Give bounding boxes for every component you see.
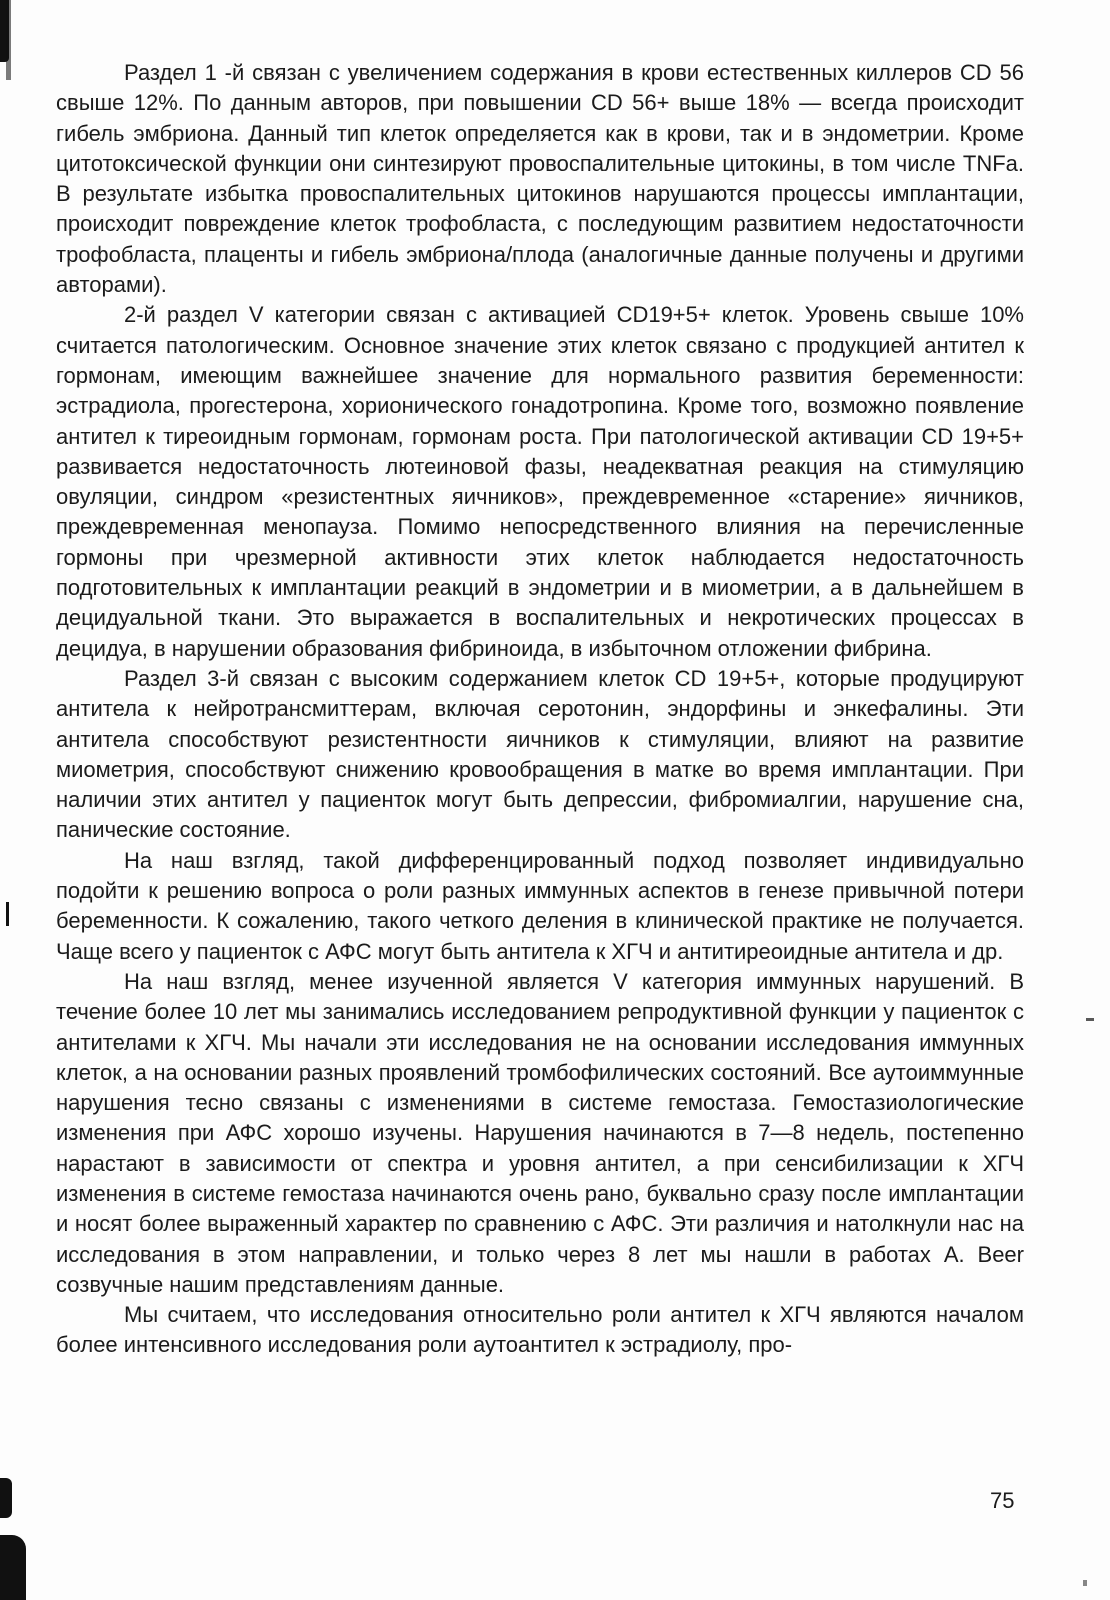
scan-edge-mark — [0, 1478, 12, 1518]
paragraph: На наш взгляд, такой дифференцированный подход позволяет индивидуально подойти к решению вопроса о роли разных иммунных аспектов в генезе привычной потери беременности. К сожалению, такого четкого деления в клинической практике не получается. Чаще всего у пациенток с АФС могут быть антитела к ХГЧ и антитиреоидные антитела и др. — [56, 847, 1024, 964]
paragraph: Раздел 1 -й связан с увеличением содержания в крови естественных киллеров CD 56 свыше 12%. По данным авторов, при повышении CD 56+ выше 18% — всегда происходит гибель эмбриона. Данный тип клеток определяется как в крови, так и в эндометрии. Кроме цитотоксической функции они синтезируют провоспалительные цитокины, в том числе TNFa. В результате избытка провоспалительных цитокинов нарушаются процессы имплантации, происходит повреждение клеток трофобласта, с последующим развитием недостаточности трофобласта, плаценты и гибель эмбриона/плода (аналогичные данные получены и другими авторами). — [56, 60, 1024, 298]
paragraph: 2-й раздел V категории связан с активацией CD19+5+ клеток. Уровень свыше 10% считается патологическим. Основное значение этих клеток связано с продукцией антител к гормонам, имеющим важнейшее значение для нормального развития беременности: эстрадиола, прогестерона, хорионического гонадотропина. Кроме того, возможно появление антител к тиреоидным гормонам, гормонам роста. При патологической активации CD 19+5+ развивается недостаточность лютеиновой фазы, неадекватная реакция на стимуляцию овуляции, синдром «резистентных яичников», преждевременное «старение» яичников, преждевременная менопауза. Помимо непосредственного влияния на перечисленные гормоны при чрезмерной активности этих клеток наблюдается недостаточность подготовительных к имплантации реакций в эндометрии и в миометрии, а в дальнейшем в децидуальной ткани. Это выражается в воспалительных и некротических процессах в децидуа, в нарушении образования фибриноида, в избыточном отложении фибрина. — [56, 302, 1024, 661]
paragraph: На наш взгляд, менее изученной является V категория иммунных нарушений. В течение более 10 лет мы занимались исследованием репродуктивной функции у пациенток с антителами к ХГЧ. Мы начали эти исследования не на основании исследования иммунных клеток, а на основании разных проявлений тромбофилических состояний. Все аутоиммунные нарушения тесно связаны с изменениями в системе гемостаза. Гемостазиологические изменения при АФС хорошо изучены. Нарушения начинаются в 7—8 недель, постепенно нарастают в зависимости от спектра и уровня антител, а при сенсибилизации к ХГЧ изменения в системе гемостаза начинаются очень рано, буквально сразу после имплантации и носят более выраженный характер по сравнению с АФС. Эти различия и натолкнули нас на исследования в этом направлении, и только через 8 лет мы нашли в работах A. Beer созвучные нашим представлениям данные. — [56, 968, 1024, 1297]
page-number: 75 — [990, 1488, 1015, 1513]
paragraph: Раздел 3-й связан с высоким содержанием клеток CD 19+5+, которые продуцируют антитела к нейротрансмиттерам, включая серотонин, эндорфины и энкефалины. Эти антитела способствуют резистентности яичников к стимуляции, влияют на развитие миометрия, способствуют снижению кровообращения в матке во время имплантации. При наличии этих антител у пациенток могут быть депрессии, фибромиалгии, нарушение сна, панические состояние. — [56, 665, 1024, 843]
scan-edge-mark — [0, 1535, 26, 1600]
scan-edge-mark — [6, 902, 9, 926]
scan-dust-mark — [1083, 1580, 1087, 1586]
scan-dust-mark — [1086, 1018, 1094, 1021]
scan-edge-mark — [6, 0, 11, 80]
paragraph: Мы считаем, что исследования относительно роли антител к ХГЧ являются началом более интенсивного исследования роли аутоантител к эстрадиолу, про- — [56, 1302, 1024, 1358]
body-text — [56, 58, 1024, 1361]
